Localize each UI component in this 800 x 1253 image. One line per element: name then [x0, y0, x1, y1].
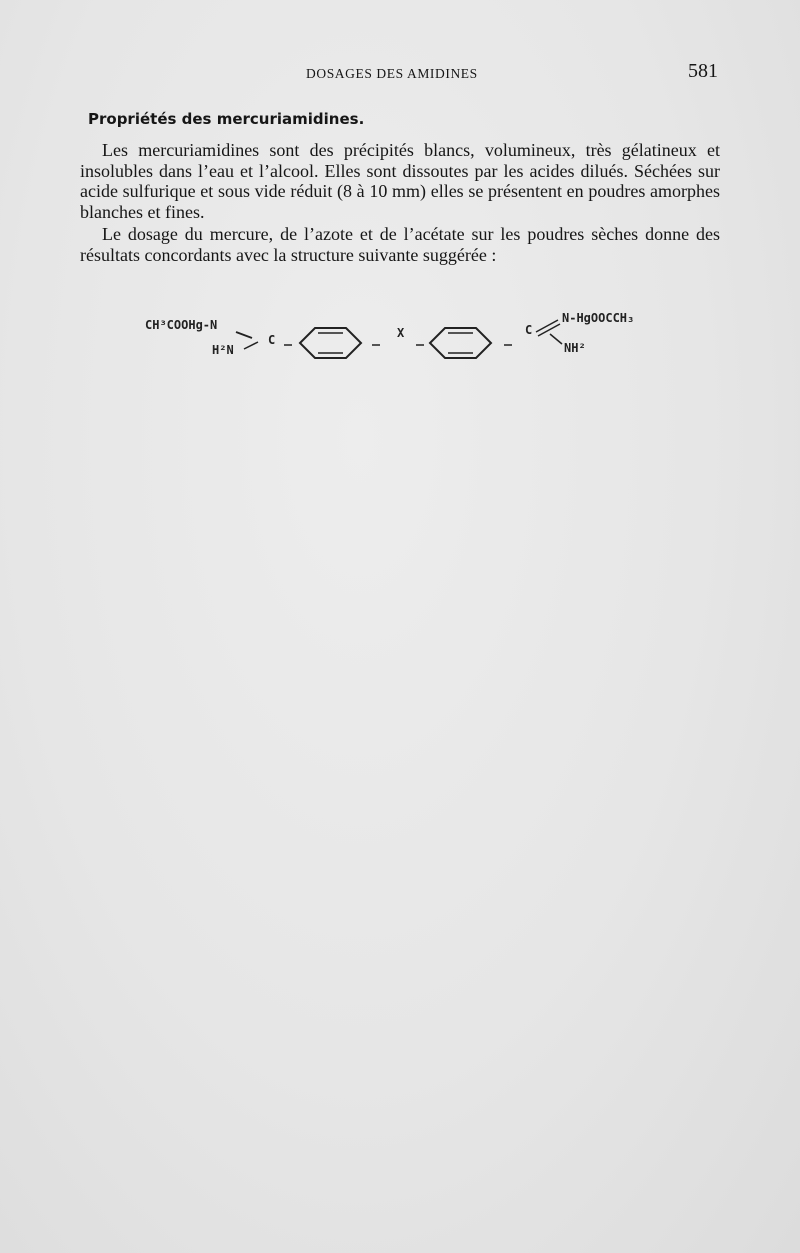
bond-left-top — [236, 332, 252, 338]
formula-left-carbon: C — [268, 333, 276, 347]
benzene-ring-right — [430, 328, 491, 358]
paragraph-text: Le dosage du mercure, de l’azote et de l’acétate sur les poudres sèches donne des résultats concordants avec la structure suivante suggérée : — [80, 224, 720, 265]
benzene-ring-left — [300, 328, 361, 358]
section-heading: Propriétés des mercuriamidines. — [88, 110, 365, 128]
bond-left-bottom — [244, 342, 258, 349]
bond-right-top-double — [536, 320, 558, 332]
page-number: 581 — [688, 60, 718, 82]
running-title: DOSAGES DES AMIDINES — [306, 66, 478, 81]
formula-right-carbon: C — [525, 323, 533, 337]
formula-left-bottom-group: H²N — [212, 343, 234, 357]
paragraph-properties — [80, 140, 720, 222]
formula-right-top-group: N-HgOOCCH₃ — [562, 311, 635, 325]
bond-right-bottom — [550, 334, 562, 344]
formula-right-bottom-group: NH² — [564, 341, 586, 355]
formula-bridge: X — [397, 326, 405, 340]
chemical-structure-formula — [140, 298, 680, 378]
paragraph-dosage — [80, 224, 720, 265]
formula-left-top-group: CH³COOHg-N — [145, 318, 218, 332]
paragraph-text: Les mercuriamidines sont des précipités blancs, volumineux, très gélatineux et insolubles dans l’eau et l’alcool. Elles sont dissoutes par les acides dilués. Séchées sur acide sulfurique et sous vide réduit (8 à 10 mm) elles se présentent en poudres amorphes blanches et fines. — [80, 140, 720, 222]
bond-right-top-double — [538, 324, 560, 336]
